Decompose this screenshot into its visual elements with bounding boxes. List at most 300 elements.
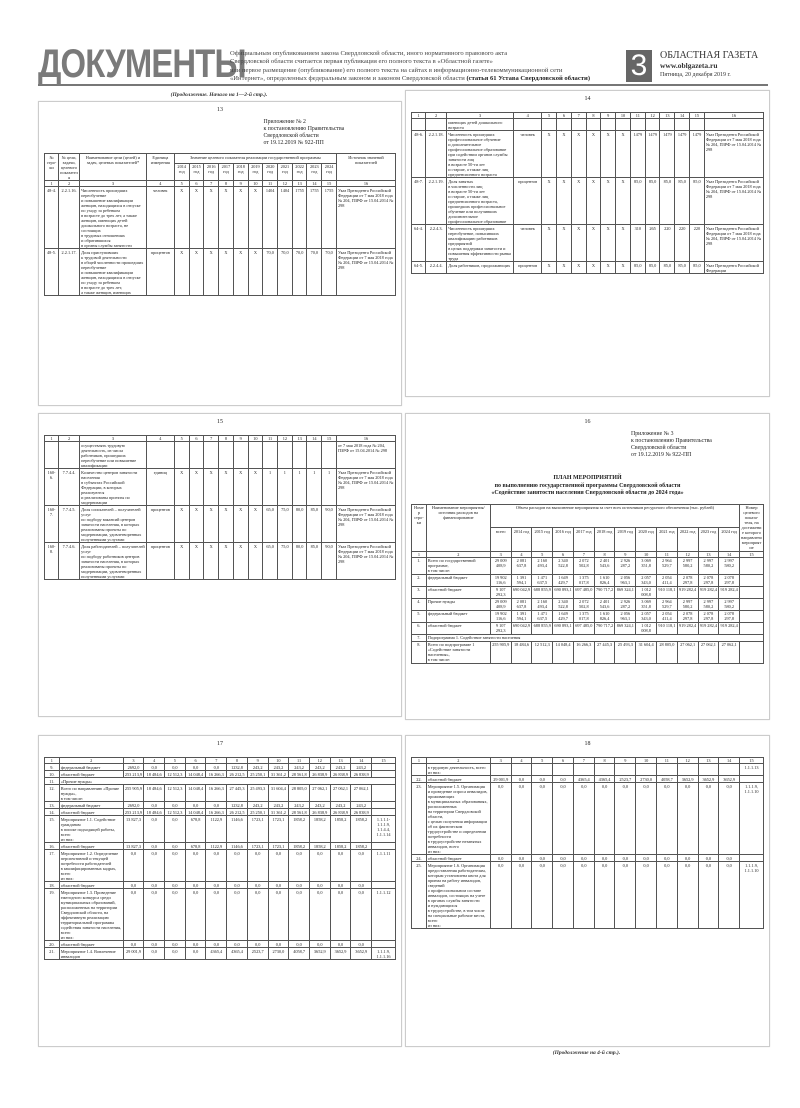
table-cell: 0,0 (123, 889, 144, 941)
table-cell: 1858,2 (351, 816, 372, 843)
table-cell (514, 119, 542, 131)
table-cell: X (557, 131, 572, 178)
table-cell: 0,0 (144, 948, 165, 960)
table-cell: 3 (447, 113, 514, 119)
table-cell: 0,0 (144, 941, 165, 948)
table-cell: 0,0 (227, 889, 248, 941)
table-row (412, 262, 764, 274)
appendix-line: Свердловской области (631, 445, 687, 451)
table-cell (278, 442, 293, 469)
table-cell: X (233, 187, 248, 249)
table-cell: 0,0 (144, 764, 165, 771)
table-cell: 16 266,3 (206, 785, 227, 802)
table-cell: 0,0 (206, 850, 227, 882)
page-number: 16 (584, 419, 591, 425)
table-cell: 9 (615, 758, 636, 764)
table-cell: 70,0 (322, 249, 337, 296)
table-cell: 4. (412, 598, 427, 610)
table-cell: 2 997 580,2 (719, 598, 740, 610)
table-cell: X (616, 225, 631, 262)
table-cell: 26 212,5 (227, 771, 248, 778)
table-cell (45, 442, 59, 469)
table-header-row (45, 154, 396, 164)
table-cell: 1 (45, 758, 60, 764)
table-cell: 253 213,9 (124, 771, 143, 777)
table-cell: в трудовую деятельность, всего из них: (426, 764, 490, 776)
table-row (412, 610, 764, 622)
table-cell: 4 (514, 113, 542, 119)
table-cell: 16 (704, 113, 763, 119)
table-cell: 0,0 (677, 783, 698, 855)
table-cell: X (542, 225, 557, 262)
table-cell: 697 485,0 (573, 622, 594, 634)
data-table (411, 112, 764, 274)
table-cell: 0,0 (309, 941, 330, 948)
table-cell: 0,0 (615, 855, 636, 862)
table-cell: 0,0 (185, 941, 206, 948)
table-cell: 25 250,1 (247, 771, 268, 778)
table-cell: 5 (532, 551, 553, 557)
table-cell: 690 893,1 (553, 586, 574, 598)
table-cell (219, 442, 234, 469)
table-cell: 25 250,1 (247, 809, 268, 816)
table-cell: 2017 год (219, 163, 234, 180)
table-cell: 9 (233, 436, 248, 442)
table-cell: 0,0 (532, 776, 553, 783)
table-cell: 2 081 637,8 (511, 557, 532, 574)
table-cell: 26 838,9 (330, 809, 351, 816)
table-cell: 31 361,2 (268, 771, 289, 778)
table-cell: 0,0 (330, 882, 351, 889)
table-cell: 1.1.1.9, 1.1.1.10 (740, 783, 764, 855)
table-cell: 29 001,9 (123, 948, 144, 960)
table-cell: 1858,2 (289, 816, 310, 843)
table-cell: 0,0 (289, 941, 310, 948)
newspaper-page-number: 3 (626, 50, 652, 82)
table-cell: 1146,6 (227, 816, 248, 843)
notice-bold: (статья 61 Устава Свердловской области) (466, 74, 591, 82)
table-cell: 2730,0 (636, 776, 657, 783)
table-cell: 64-4. (412, 225, 426, 262)
table-cell (656, 764, 677, 776)
table-cell (426, 119, 447, 131)
table-cell: 243,2 (351, 802, 372, 809)
table-cell: 14 048,4 (553, 641, 574, 663)
table-cell: 1 (322, 469, 337, 506)
table-row (45, 843, 396, 850)
table-cell: Указ Президента Российской Федерации от 7 мая 2018 года № 204, ПЗРФ от 15.04.2014 № 298 (336, 543, 395, 580)
table-cell: 0,0 (185, 764, 206, 771)
table-cell: 70,0 (263, 249, 278, 296)
table-cell: 0,0 (594, 783, 615, 855)
table-cell: 15 (322, 181, 337, 187)
table-cell (571, 119, 586, 131)
table-cell: 1.1.1.11 (372, 850, 396, 882)
table-cell: 0,0 (206, 764, 227, 771)
table-cell: 14 048,4 (185, 785, 206, 802)
table-cell: 310 (630, 225, 645, 262)
table-cell: 0,0 (677, 855, 698, 862)
table-cell: 15 (740, 551, 764, 557)
table-cell (615, 764, 636, 776)
table-cell: Указ Президента Российской Федерации от 7 мая 2018 года № 204, ПЗРФ от 15.04.2014 № 298 (336, 469, 395, 506)
table-cell: 2 072 502,8 (573, 598, 594, 610)
table-cell: 0,0 (594, 855, 615, 862)
table-cell: 2 997 580,2 (698, 557, 719, 574)
table-cell: 243,2 (268, 764, 289, 771)
table-cell: областной бюджет (426, 855, 490, 862)
table-cell: процентов (514, 262, 542, 274)
table-cell: 0,0 (351, 850, 372, 882)
table-cell: 2 (426, 113, 447, 119)
table-cell: 255 905,9 (123, 785, 144, 802)
notice-text: «Интернет», определенных федеральным законом и законом Свердловской области (230, 74, 465, 82)
table-cell: 0,0 (268, 882, 289, 889)
table-cell: процентов (514, 178, 542, 225)
table-cell: 1723,1 (247, 816, 268, 843)
table-cell: 10 (616, 113, 631, 119)
table-cell: 9 107 292,3 (490, 586, 511, 598)
table-cell: 0,0 (144, 816, 165, 843)
table-cell: 0,0 (698, 862, 719, 929)
table-cell: 8 (219, 436, 234, 442)
table-row (412, 131, 764, 178)
table-cell: 0,0 (247, 850, 268, 882)
table-cell: X (219, 249, 234, 296)
table-cell: Доля приступивших к трудовой деятельности в общей численности прошедших переобучение и повышение квалификации женщин, находящихся в отпуске по уходу за ребенком в возрасте до трех лет, а также женщин, имеющих (80, 249, 147, 296)
table-cell: 2014 год (511, 528, 532, 552)
table-cell (372, 809, 396, 816)
table-cell (616, 119, 631, 131)
table-cell: 0,0 (185, 889, 206, 941)
table-cell: 1 610 826,4 (594, 574, 615, 586)
table-cell: 2018 год (233, 163, 248, 180)
table-cell: 18 484,6 (144, 785, 165, 802)
notice-line (230, 75, 630, 83)
table-cell: 2 160 493,4 (532, 598, 553, 610)
table-cell: 1232,8 (227, 764, 248, 771)
table-header-row (412, 504, 764, 528)
table-cell: 85,0 (675, 262, 690, 274)
table-cell: 0,0 (553, 855, 574, 862)
table-cell: 3652,9 (351, 948, 372, 960)
table-cell (677, 764, 698, 776)
table-row (45, 543, 396, 580)
table-cell: 6 (189, 181, 204, 187)
table-cell: 0,0 (573, 783, 594, 855)
table-cell: 1 391 594,1 (511, 574, 532, 586)
table-cell (372, 771, 396, 778)
table-cell: 27 062,1 (309, 785, 330, 802)
table-cell (740, 557, 764, 574)
table-cell: 1 471 637,5 (532, 610, 553, 622)
table-row (412, 557, 764, 574)
table-row (412, 586, 764, 598)
table-cell: 2 401 543,6 (594, 598, 615, 610)
table-cell: 13 (698, 758, 719, 764)
table-cell: X (248, 543, 263, 580)
table-cell: 31 604,4 (636, 641, 657, 663)
notice-line: Официальным опубликованием закона Свердловской области, иного нормативного правового акта (230, 50, 508, 57)
table-cell (490, 764, 511, 776)
table-cell: 0,0 (615, 783, 636, 855)
table-cell: X (616, 178, 631, 225)
table-cell: 1122,9 (206, 843, 227, 850)
table-cell: Мероприятие 1.6. Организация предоставления работодателям, которым установлена квота для приема на работу инвалидов, сведений о профессиональном составе инвалидов, состоящих на учете в органах службы занятости и нуждающихся в трудоустройстве, в том числе на специальные рабочие места, всего из них: (426, 862, 490, 929)
table-cell: 0,0 (206, 941, 227, 948)
table-cell: X (557, 225, 572, 262)
table-cell: 1 391 594,1 (511, 610, 532, 622)
table-cell: 0,0 (185, 850, 206, 882)
table-cell: 2023 год (698, 528, 719, 552)
table-cell: 0,0 (144, 889, 165, 941)
table-cell: 0,0 (165, 850, 186, 882)
table-cell: областной бюджет (426, 776, 490, 783)
table-cell: 1723,1 (247, 843, 268, 850)
table-cell: 1723,1 (268, 816, 289, 843)
table-cell: 13 827,3 (123, 816, 144, 843)
table-cell (740, 610, 764, 622)
table-cell (630, 119, 645, 131)
table-cell: 29 001,9 (490, 776, 511, 783)
table-cell: 697 485,0 (573, 586, 594, 598)
table-cell: 4365,4 (573, 776, 594, 783)
table-cell: 11 (289, 758, 310, 764)
page-number: 17 (217, 741, 223, 747)
table-row (412, 178, 764, 225)
table-cell: 2 926 287,2 (615, 598, 636, 610)
title-line: «Содействие занятости населения Свердловской области до 2024 года» (491, 490, 684, 496)
data-table (44, 153, 396, 296)
table-row (412, 641, 764, 663)
table-cell: 7 (204, 436, 219, 442)
table-cell: 2 964 529,7 (656, 598, 677, 610)
table-cell: 0,0 (247, 889, 268, 941)
table-cell: 0,0 (289, 850, 310, 882)
appendix-note (631, 431, 769, 459)
table-cell: X (233, 506, 248, 543)
table-cell: 2024 год (322, 163, 337, 180)
table-cell: Подпрограмма 1. Содействие занятости населения (426, 634, 763, 641)
table-cell: X (189, 187, 204, 249)
table-cell: 1146,6 (227, 843, 248, 850)
table-cell: 2 (426, 758, 490, 764)
document-page-14 (405, 90, 770, 397)
table-cell: № цели, задачи, целевого показателя (60, 154, 78, 180)
table-cell: Мероприятие 1.4. Вовлечение инвалидов (59, 948, 123, 960)
table-cell: X (542, 131, 557, 178)
table-cell: Мероприятие 1.3. Проведение ежегодного конкурса среди муниципальных образований, расположенных на территории Свердловской области, на эффективную реализацию территориальной программы содействия занятости населения, всего из них: (60, 889, 122, 940)
table-cell: 2018 год (594, 528, 615, 552)
page-number: 14 (584, 96, 591, 102)
issue-date: Пятница, 20 декабря 2019 г. (660, 72, 731, 78)
table-cell: 20. (45, 941, 60, 948)
table-cell: 0,0 (698, 855, 719, 862)
table-cell: 0,0 (206, 889, 227, 941)
table-cell: X (204, 187, 219, 249)
table-cell: 10. (45, 771, 60, 778)
table-cell: 12 (309, 758, 330, 764)
table-cell: 13 827,3 (123, 843, 144, 850)
table-cell: X (219, 543, 234, 580)
table-cell (586, 119, 601, 131)
table-cell: 64-5. (412, 262, 426, 274)
table-row (412, 855, 764, 862)
table-cell: 2 997 580,2 (719, 557, 740, 574)
table-cell: 0,0 (309, 850, 330, 882)
table-cell: № стро-ки (45, 154, 59, 181)
table-cell: 9 107 292,3 (490, 622, 511, 634)
table-cell: 243,2 (268, 802, 289, 809)
table-cell: 12 (677, 758, 698, 764)
table-cell: 690 042,9 (511, 622, 532, 634)
appendix-line: к постановлению Правительства (631, 438, 712, 444)
table-cell: X (571, 225, 586, 262)
table-cell: 1479 (675, 131, 690, 178)
table-cell: X (571, 262, 586, 274)
table-cell: 2 078 297,8 (677, 610, 698, 622)
table-cell: 27 062,1 (677, 641, 698, 663)
table-cell: 0,0 (511, 776, 532, 783)
table-cell: 9 (615, 551, 636, 557)
table-cell: Доля соискателей – получателей услуг по подбору вакансий центров занятости населения, в которых реализованы проекты по модернизации, удовлетворенных полученными услугами (80, 506, 147, 543)
newspaper-info (660, 50, 758, 79)
continued-from-note: (Продолжение. Начало на 1—2-й стр.). (170, 92, 268, 98)
table-cell (675, 119, 690, 131)
table-cell (263, 442, 278, 469)
appendix-line: от 19.12.2019 № 922-ПП (631, 452, 692, 458)
title-line: по выполнению государственной программы Свердловской области (494, 482, 681, 489)
table-row (45, 442, 396, 469)
table-cell: 1858,2 (330, 816, 351, 843)
table-cell: 9. (45, 764, 60, 771)
table-cell: 12 (645, 113, 660, 119)
table-cell (740, 641, 764, 663)
page-number: 13 (217, 107, 223, 113)
table-cell: X (616, 131, 631, 178)
table-row (45, 771, 396, 778)
table-row (45, 948, 396, 960)
publication-notice (230, 50, 630, 83)
table-cell: 2016 год (553, 528, 574, 552)
table-cell: областной бюджет (59, 809, 123, 816)
table-cell: 15 (372, 758, 396, 764)
table-cell: Численность прошедших переобучение и повышение квалификации женщин, находящихся в отпуске по уходу за ребенком в возрасте до трех лет, а также женщин, имеющих детей дошкольного возраста, не состоящих в трудовых отношениях и обратившихся в органы службы занятости (80, 187, 147, 249)
table-row (412, 574, 764, 586)
table-cell: 0,0 (490, 783, 511, 855)
table-cell: 2 078 297,8 (677, 574, 698, 586)
table-cell: Значение целевого показателя реализации государственной программы (174, 154, 336, 164)
website-link[interactable]: www.oblgazeta.ru (660, 61, 718, 70)
table-cell: 3 069 351,8 (636, 598, 657, 610)
table-cell: 0,0 (511, 783, 532, 855)
table-cell: 5. (412, 610, 427, 622)
table-cell: 3 (80, 181, 147, 187)
table-cell: 243,2 (309, 764, 330, 771)
table-cell: X (204, 543, 219, 580)
table-row (45, 249, 396, 296)
table-cell: 2.2.4.3. (426, 225, 447, 262)
document-title (406, 475, 769, 498)
table-cell: 2020 год (636, 528, 657, 552)
table-cell (573, 764, 594, 776)
table-cell: 26 838,9 (309, 771, 330, 778)
table-cell: 2 926 287,2 (615, 557, 636, 574)
table-cell: 0,0 (351, 941, 372, 948)
table-row (412, 634, 764, 641)
table-cell: 2 078 297,8 (698, 574, 719, 586)
table-cell: 0,0 (123, 850, 144, 882)
table-cell: 22. (412, 776, 427, 783)
table-cell: 27 062,1 (351, 785, 372, 802)
table-cell: 220 (690, 225, 705, 262)
table-cell: 2 056 963,1 (615, 574, 636, 586)
table-row (45, 778, 396, 785)
table-cell: 0,0 (698, 783, 719, 855)
table-cell: 4365,4 (594, 776, 615, 783)
table-cell: 3 (80, 436, 147, 442)
table-cell: 48-6. (412, 131, 426, 178)
table-cell: 6. (412, 622, 427, 634)
table-cell: 220 (660, 225, 675, 262)
table-cell: 2015 год (532, 528, 553, 552)
document-page-15 (38, 413, 402, 717)
table-cell: 919 282,4 (677, 622, 698, 634)
table-cell: 16. (45, 843, 60, 850)
table-cell: 1858,2 (289, 843, 310, 850)
table-cell: 6 (557, 113, 572, 119)
table-cell: 2019 год (615, 528, 636, 552)
table-cell: 243,2 (247, 764, 268, 771)
table-cell: 690 893,1 (553, 622, 574, 634)
table-cell: 8. (412, 641, 427, 663)
table-cell: 910 118,1 (656, 622, 677, 634)
table-cell: 27 445,3 (227, 785, 248, 802)
table-cell: 1.1.1.12 (372, 889, 396, 941)
table-cell: 0,0 (165, 764, 186, 771)
table-cell: областной бюджет (59, 843, 123, 850)
table-cell: Всего по подпрограмме 1 «Содействие занятости населения», в том числе: (426, 641, 490, 663)
table-cell: 1.1.1.1-1.1.1.9, 1.1.4.4, 1.1.1.14 (372, 816, 396, 843)
table-cell: 0,0 (573, 862, 594, 929)
table-cell: X (189, 469, 204, 506)
table-cell: 2692,0 (123, 764, 144, 771)
table-cell (372, 882, 396, 889)
table-row (412, 598, 764, 610)
table-cell: 13 (292, 436, 307, 442)
table-cell: 70,0 (278, 249, 293, 296)
table-cell: Объем расходов на выполнение мероприятия за счет всех источников ресурсного обеспечения (тыс. рублей) (490, 504, 739, 528)
table-cell: Указ Президента Российской Федерации от 7 мая 2018 года № 204, ПЗРФ от 15.04.2014 № 298 (336, 249, 395, 296)
table-cell: 10 (636, 758, 657, 764)
table-cell: 11 (263, 436, 278, 442)
table-cell: областной бюджет (426, 622, 490, 634)
table-cell: 2022 год (677, 528, 698, 552)
table-cell: федеральный бюджет (426, 610, 490, 622)
table-cell: 1 (45, 181, 59, 187)
table-row (412, 225, 764, 262)
table-cell: 1755 (292, 187, 307, 249)
table-cell: 13 (660, 113, 675, 119)
table-cell: 5 (174, 436, 189, 442)
table-cell: 15 (740, 758, 764, 764)
table-cell: 919 282,4 (698, 622, 719, 634)
table-cell: 26 838,9 (351, 809, 372, 816)
notice-line: или первое размещение (опубликование) его полного текста на сайтах в информационно-телекоммуникационной сети (230, 66, 563, 74)
table-cell: 0,0 (206, 882, 227, 889)
table-cell: 265 (645, 225, 660, 262)
section-title: ДОКУМЕНТЫ (38, 42, 246, 86)
